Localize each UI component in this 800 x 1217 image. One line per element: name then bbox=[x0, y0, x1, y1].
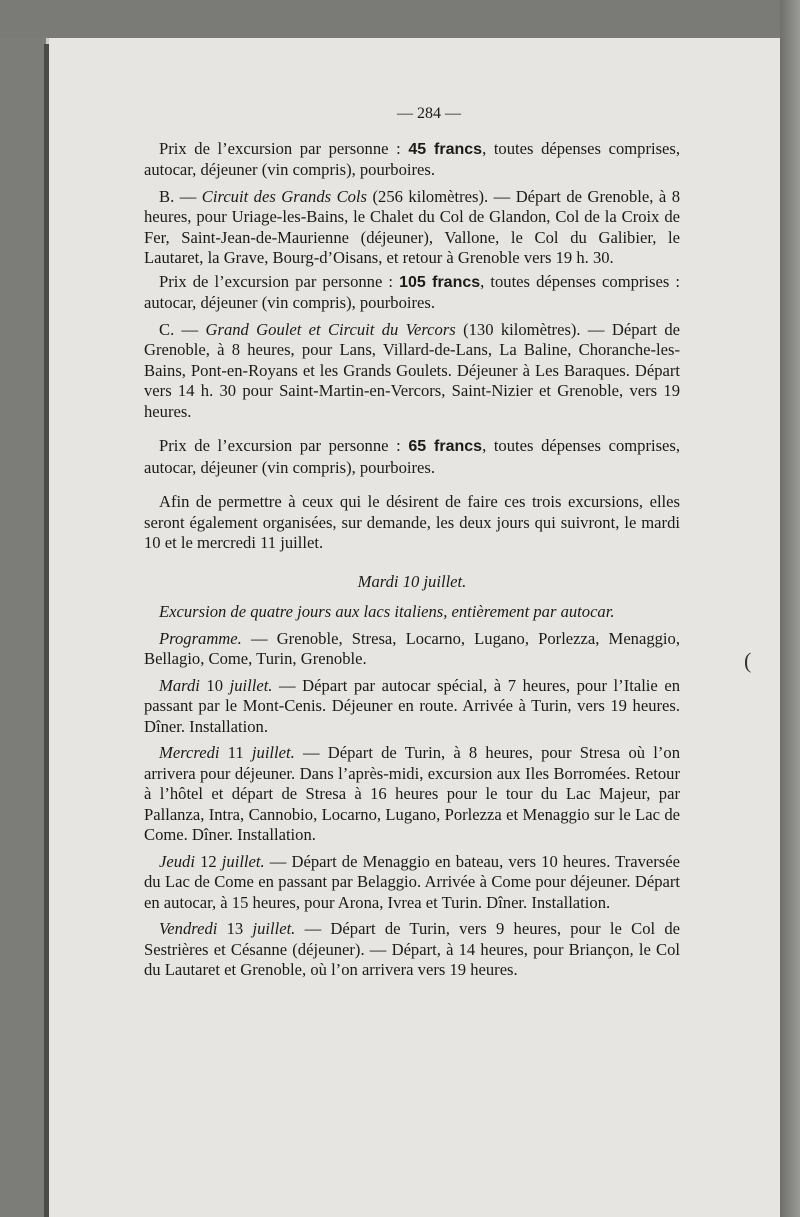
italic-text: Mardi bbox=[357, 571, 399, 591]
italic-text: Jeudi bbox=[159, 851, 195, 871]
italic-text: Circuit des Grands Cols bbox=[201, 186, 368, 206]
text-run: , toutes dépenses comprises, autocar, déjeuner (vin compris), pourboires. bbox=[144, 436, 681, 477]
paragraph-extra-days bbox=[144, 492, 680, 554]
italic-text: Grand Goulet et Circuit du Vercors bbox=[205, 319, 456, 339]
italic-text: Mardi bbox=[159, 675, 200, 695]
paragraph-day-tuesday bbox=[144, 676, 680, 738]
text-run: — Départ par autocar spécial, à 7 heures, pour l’Italie en passant par le Mont-Cenis. Déjeuner en route. Arrivée à Turin, vers 19 heures. Dîner. Installation. bbox=[144, 675, 681, 736]
italic-text: Excursion de quatre jours aux lacs italiens, entièrement par autocar. bbox=[159, 602, 615, 621]
text-run: Prix de l’excursion par personne : bbox=[159, 271, 400, 291]
paragraph-circuit-c bbox=[144, 320, 680, 423]
text-run: Prix de l’excursion par personne : bbox=[159, 436, 409, 455]
paragraph-price-c bbox=[144, 436, 680, 478]
text-run: — Départ de Turin, vers 9 heures, pour le Col de Sestrières et Césanne (déjeuner). — Départ, à 14 heures, pour Briançon, le Col du Lautaret et Grenoble, où l’on arrivera vers 19 heures. bbox=[144, 919, 681, 979]
scan-background-top bbox=[0, 0, 800, 38]
italic-text: Programme. bbox=[159, 628, 242, 648]
price-text: 105 francs bbox=[399, 273, 481, 291]
paragraph-italian-lakes bbox=[144, 602, 680, 623]
paragraph-day-thursday bbox=[144, 852, 680, 914]
paragraph-day-friday bbox=[144, 919, 680, 981]
text-run: 10 bbox=[199, 675, 230, 695]
text-run: — Départ de Menaggio en bateau, vers 10 heures. Traversée du Lac de Come en passant par Belaggio. Arrivée à Come pour déjeuner. Départ en autocar, à 15 heures, pour Arona, Ivrea et Turin. Dîner. Installation. bbox=[144, 851, 680, 912]
text-run: B. — bbox=[159, 186, 202, 206]
paragraph-day-wednesday bbox=[144, 743, 680, 846]
text-run: , toutes dépenses comprises, autocar, déjeuner (vin compris), pourboires. bbox=[144, 138, 681, 179]
text-run: 13 bbox=[217, 919, 253, 938]
paragraph-price-a bbox=[144, 139, 680, 181]
text-run: (256 kilomètres). — Départ de Grenoble, à 8 heures, pour Uriage-les-Bains, le Chalet du Col de Glandon, Col de la Croix de Fer, Saint-Jean-de-Maurienne (déjeuner), Vallone, le Col du Galibier, le Lautaret, la Grave, Bourg-d’Oisans, et retour à Grenoble vers 19 h. 30. bbox=[144, 186, 681, 267]
text-run: 10 bbox=[398, 571, 424, 591]
text-run: (130 kilomètres). — Départ de Grenoble, à 8 heures, pour Lans, Villard-de-Lans, La Baline, Choranche-les-Bains, Pont-en-Royans et les Grands Goulets. Déjeuner à Les Baraques. Départ vers 14 h. 30 pour Saint-Martin-en-Vercors, Saint-Nizier et Grenoble, vers 19 heures. bbox=[144, 319, 681, 421]
paragraph-programme bbox=[144, 629, 680, 670]
italic-text: Vendredi bbox=[159, 919, 218, 938]
page-content bbox=[144, 104, 680, 987]
italic-text: juillet. bbox=[229, 675, 273, 695]
text-run: 12 bbox=[194, 851, 222, 871]
page-number: — 284 — bbox=[397, 105, 461, 122]
page-binding-edge bbox=[44, 44, 49, 1217]
price-text: 65 francs bbox=[408, 438, 483, 455]
text-run: — Départ de Turin, à 8 heures, pour Stresa où l’on arrivera pour déjeuner. Dans l’après-midi, excursion aux Iles Borromées. Retour à l’hôtel et départ de Stresa à 16 heures pour le tour du Lac Majeur, par Pallanza, Intra, Cannobio, Locarno, Lugano, Porlezza et Menaggio sur le Lac de Come. Dîner. Installation. bbox=[144, 743, 680, 844]
italic-text: juillet. bbox=[221, 851, 265, 871]
paragraph-price-b bbox=[144, 272, 680, 314]
italic-text: Mercredi bbox=[159, 743, 220, 762]
italic-text: juillet. bbox=[252, 919, 296, 938]
italic-text: juillet. bbox=[423, 571, 467, 591]
text-run: Prix de l’excursion par personne : bbox=[159, 138, 409, 158]
text-run: — Grenoble, Stresa, Locarno, Lugano, Porlezza, Menaggio, Bellagio, Come, Turin, Grenoble. bbox=[144, 628, 680, 668]
text-run: 11 bbox=[219, 743, 252, 762]
margin-mark: ( bbox=[744, 648, 752, 673]
italic-text: juillet. bbox=[251, 743, 295, 762]
text-run: C. — bbox=[159, 319, 206, 339]
text-run: Afin de permettre à ceux qui le désirent de faire ces trois excursions, elles seront également organisées, sur demande, les deux jours qui suivront, le mardi 10 et le mercredi 11 juillet. bbox=[144, 492, 680, 552]
paragraph-circuit-b bbox=[144, 187, 680, 269]
text-run: , toutes dépenses comprises : autocar, déjeuner (vin compris), pourboires. bbox=[144, 271, 680, 312]
price-text: 45 francs bbox=[408, 140, 483, 158]
next-page-edge bbox=[780, 0, 800, 1217]
section-heading bbox=[144, 572, 680, 593]
